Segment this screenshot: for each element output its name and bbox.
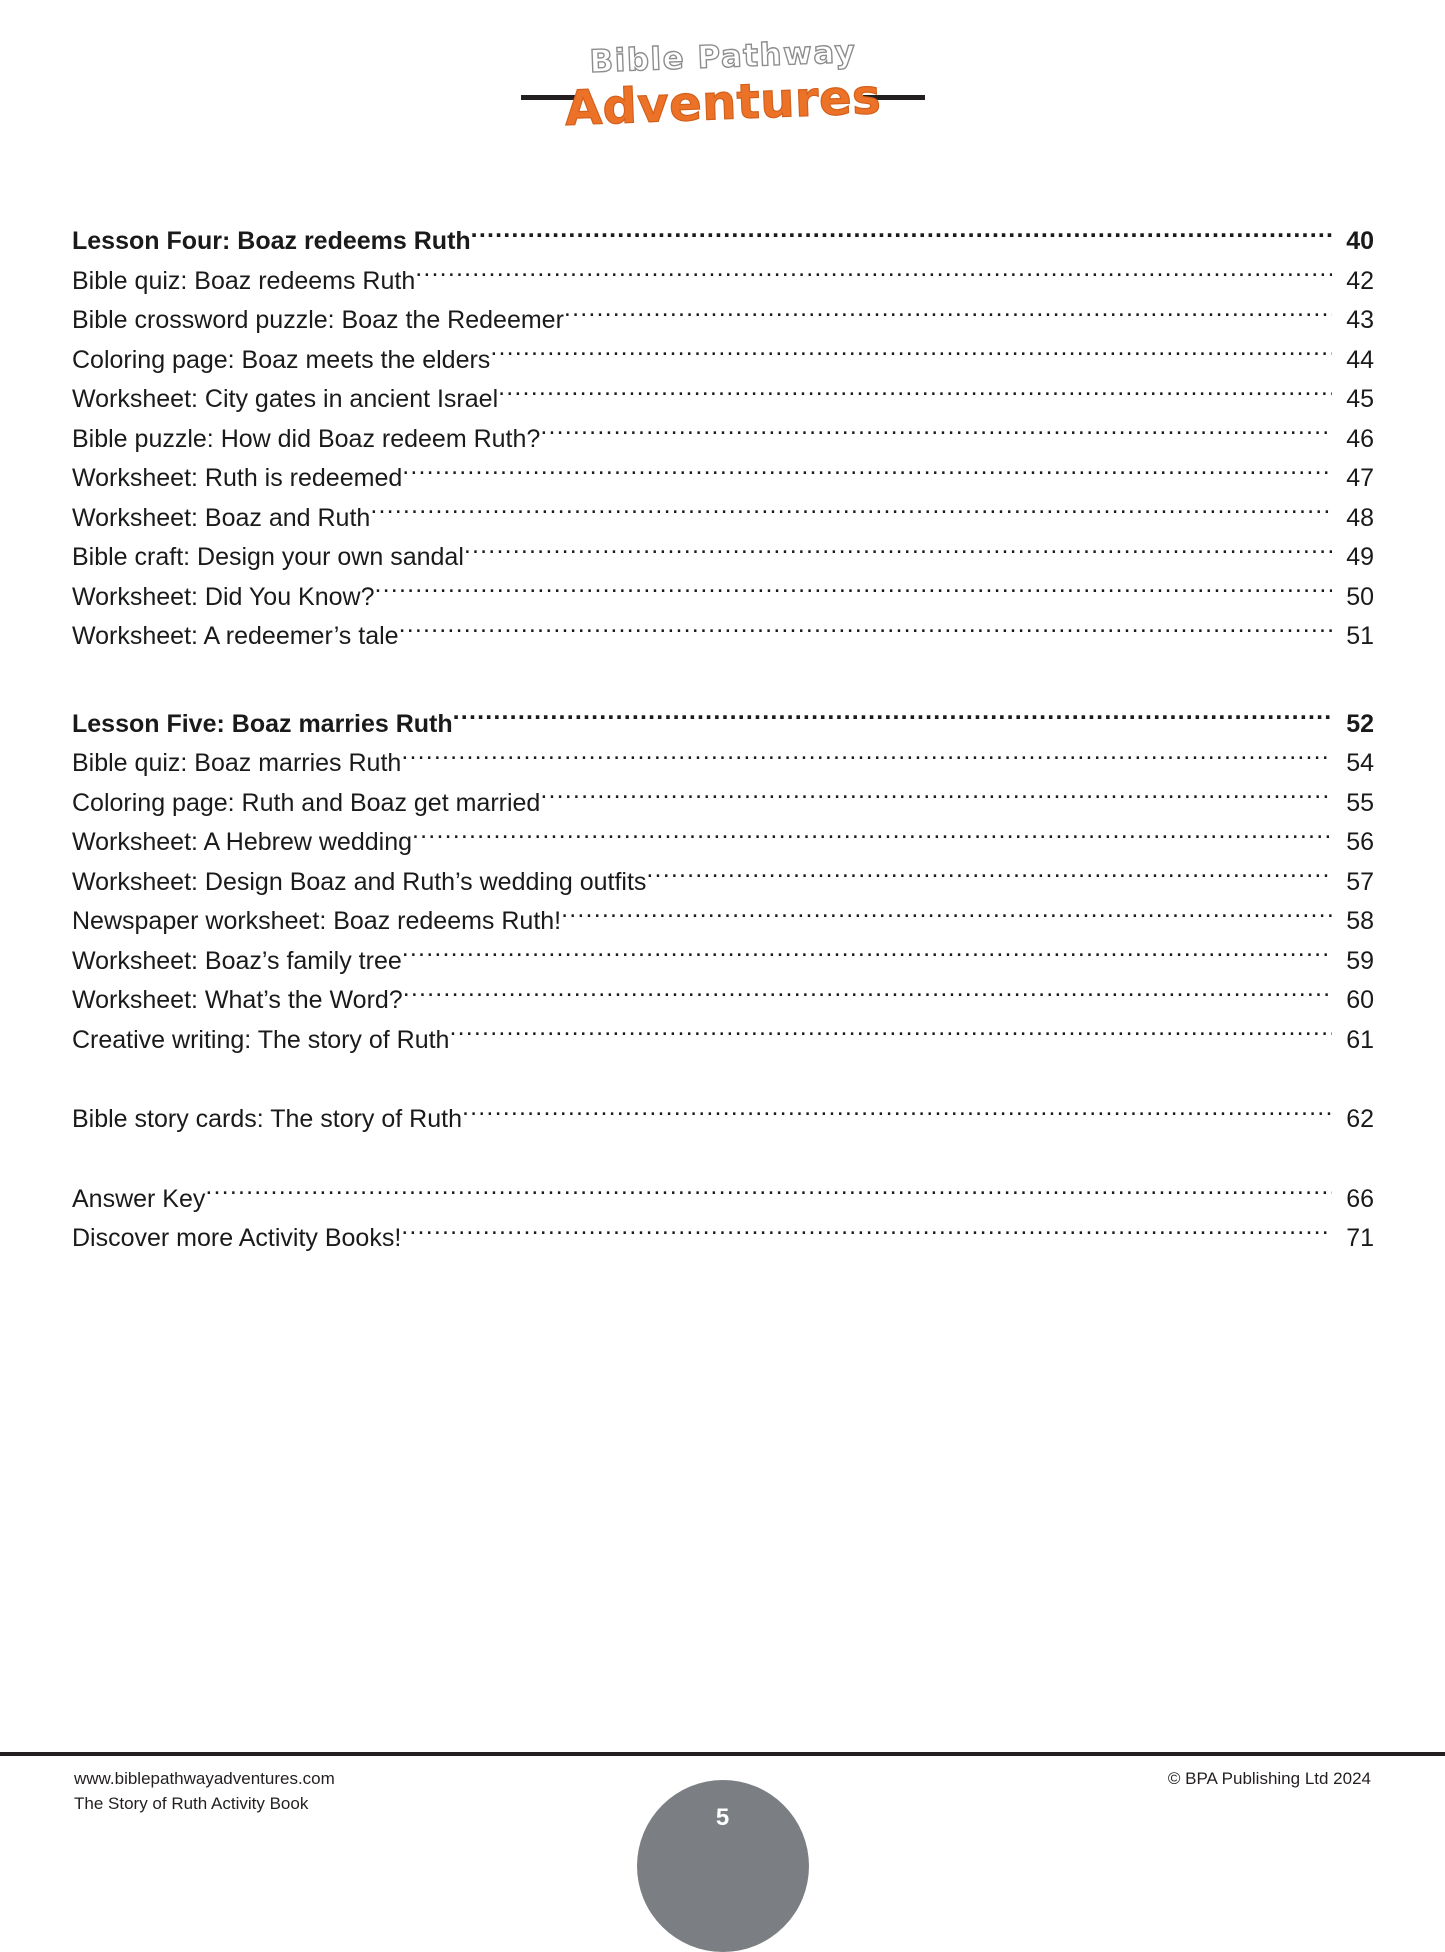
toc-entry-label: Worksheet: Ruth is redeemed: [72, 464, 403, 492]
toc-entry-label: Worksheet: Did You Know?: [72, 582, 375, 611]
page-number-badge: 5: [637, 1780, 809, 1952]
toc-entry-page: 56: [1346, 828, 1374, 856]
toc-entry-page: 49: [1346, 543, 1374, 571]
toc-entry-label: Newspaper worksheet: Boaz redeems Ruth!: [72, 907, 562, 935]
toc-leader-dots: [415, 264, 1332, 289]
toc-entry[interactable]: [72, 617, 1374, 657]
toc-group-back-matter: [72, 1180, 1374, 1259]
toc-entry[interactable]: [72, 942, 1374, 982]
footer-copyright: © BPA Publishing Ltd 2024: [1167, 1769, 1371, 1788]
toc-leader-dots: [453, 707, 1332, 732]
toc-entry[interactable]: [72, 420, 1374, 460]
toc-leader-dots: [540, 786, 1332, 811]
footer-website[interactable]: www.biblepathwayadventures.com: [74, 1769, 335, 1788]
toc-entry[interactable]: [72, 1021, 1374, 1061]
toc-entry-label: Worksheet: A Hebrew wedding: [72, 828, 413, 856]
toc-entry-label: Bible quiz: Boaz marries Ruth: [72, 749, 402, 777]
toc-entry-page: 48: [1346, 503, 1374, 532]
toc-entry-label: Answer Key: [72, 1184, 206, 1213]
toc-leader-dots: [540, 422, 1332, 447]
toc-entry-label: Worksheet: Boaz’s family tree: [72, 946, 402, 975]
footer-divider: [0, 1752, 1445, 1756]
toc-entry[interactable]: [72, 459, 1374, 499]
toc-leader-dots: [370, 501, 1332, 526]
toc-leader-dots: [490, 343, 1332, 368]
toc-leader-dots: [564, 303, 1332, 328]
footer-left-block: [74, 1766, 335, 1816]
toc-entry[interactable]: [72, 705, 1374, 745]
toc-entry[interactable]: [72, 499, 1374, 539]
toc-entry-label: Discover more Activity Books!: [72, 1224, 402, 1252]
toc-entry-label: Worksheet: Design Boaz and Ruth’s wedding outfits: [72, 867, 647, 896]
toc-entry-page: 71: [1346, 1224, 1374, 1252]
table-of-contents: [72, 222, 1374, 1259]
toc-entry[interactable]: [72, 380, 1374, 420]
toc-leader-dots: [205, 1182, 1332, 1207]
toc-entry-page: 61: [1346, 1025, 1374, 1054]
toc-entry[interactable]: [72, 538, 1374, 578]
section-spacer: [72, 1140, 1374, 1180]
toc-entry-page: 45: [1346, 385, 1374, 413]
toc-entry-label: Bible quiz: Boaz redeems Ruth: [72, 266, 416, 295]
toc-entry[interactable]: [72, 902, 1374, 942]
toc-leader-dots: [498, 382, 1332, 407]
toc-group-story-cards: [72, 1100, 1374, 1140]
toc-entry-page: 60: [1346, 986, 1374, 1014]
toc-leader-dots: [399, 619, 1332, 644]
toc-entry[interactable]: [72, 301, 1374, 341]
toc-leader-dots: [646, 865, 1332, 890]
toc-entry-label: Worksheet: A redeemer’s tale: [72, 622, 399, 650]
logo-text-primary: Bible Pathway: [588, 33, 857, 81]
toc-leader-dots: [402, 944, 1332, 969]
toc-entry[interactable]: [72, 784, 1374, 824]
toc-entry-page: 51: [1346, 622, 1374, 650]
toc-entry-page: 43: [1346, 306, 1374, 334]
toc-entry-page: 59: [1346, 946, 1374, 975]
toc-leader-dots: [401, 1221, 1332, 1246]
toc-entry-label: Creative writing: The story of Ruth: [72, 1025, 450, 1054]
toc-leader-dots: [449, 1023, 1332, 1048]
toc-entry-label: Bible puzzle: How did Boaz redeem Ruth?: [72, 424, 541, 453]
toc-entry-page: 62: [1346, 1105, 1374, 1133]
toc-leader-dots: [464, 540, 1332, 565]
toc-entry[interactable]: [72, 222, 1374, 262]
toc-entry-label: Coloring page: Boaz meets the elders: [72, 345, 491, 374]
toc-entry-page: 42: [1346, 266, 1374, 295]
toc-leader-dots: [412, 825, 1332, 850]
footer-book-title: The Story of Ruth Activity Book: [74, 1794, 309, 1813]
toc-entry-page: 47: [1346, 464, 1374, 492]
toc-entry-page: 46: [1346, 424, 1374, 453]
toc-entry-page: 66: [1346, 1184, 1374, 1213]
toc-entry-page: 50: [1346, 582, 1374, 611]
toc-entry[interactable]: [72, 981, 1374, 1021]
toc-entry[interactable]: [72, 1180, 1374, 1220]
toc-entry-label: Bible crossword puzzle: Boaz the Redeemer: [72, 306, 564, 334]
toc-group-lesson-five: [72, 705, 1374, 1061]
toc-group-lesson-four: [72, 222, 1374, 657]
toc-entry-label: Worksheet: What’s the Word?: [72, 986, 403, 1014]
toc-entry-page: 54: [1346, 749, 1374, 777]
toc-leader-dots: [375, 580, 1332, 605]
toc-leader-dots: [402, 461, 1332, 486]
toc-entry-label: Lesson Four: Boaz redeems Ruth: [72, 227, 471, 255]
toc-entry[interactable]: [72, 1219, 1374, 1259]
toc-entry-page: 55: [1346, 788, 1374, 817]
toc-entry-label: Bible craft: Design your own sandal: [72, 543, 464, 571]
toc-leader-dots: [561, 904, 1332, 929]
toc-leader-dots: [471, 224, 1332, 249]
toc-entry-label: Coloring page: Ruth and Boaz get married: [72, 788, 541, 817]
section-spacer: [72, 1060, 1374, 1100]
section-spacer: [72, 657, 1374, 705]
toc-entry[interactable]: [72, 262, 1374, 302]
toc-entry-page: 52: [1346, 709, 1374, 738]
toc-entry-page: 40: [1346, 227, 1374, 255]
toc-entry-label: Lesson Five: Boaz marries Ruth: [72, 709, 453, 738]
toc-entry[interactable]: [72, 863, 1374, 903]
toc-entry[interactable]: [72, 1100, 1374, 1140]
toc-entry[interactable]: [72, 823, 1374, 863]
toc-entry-label: Worksheet: Boaz and Ruth: [72, 503, 371, 532]
toc-entry[interactable]: [72, 341, 1374, 381]
toc-entry[interactable]: [72, 578, 1374, 618]
toc-entry-label: Bible story cards: The story of Ruth: [72, 1105, 462, 1133]
toc-entry-page: 57: [1346, 867, 1374, 896]
toc-leader-dots: [403, 983, 1332, 1008]
logo-text-secondary: Adventures: [563, 68, 882, 138]
toc-entry-page: 44: [1346, 345, 1374, 374]
toc-entry-label: Worksheet: City gates in ancient Israel: [72, 385, 499, 413]
page-header: [0, 28, 1445, 148]
toc-leader-dots: [462, 1102, 1332, 1127]
toc-entry[interactable]: [72, 744, 1374, 784]
toc-leader-dots: [401, 746, 1332, 771]
brand-logo: [513, 33, 933, 143]
toc-entry-page: 58: [1346, 907, 1374, 935]
